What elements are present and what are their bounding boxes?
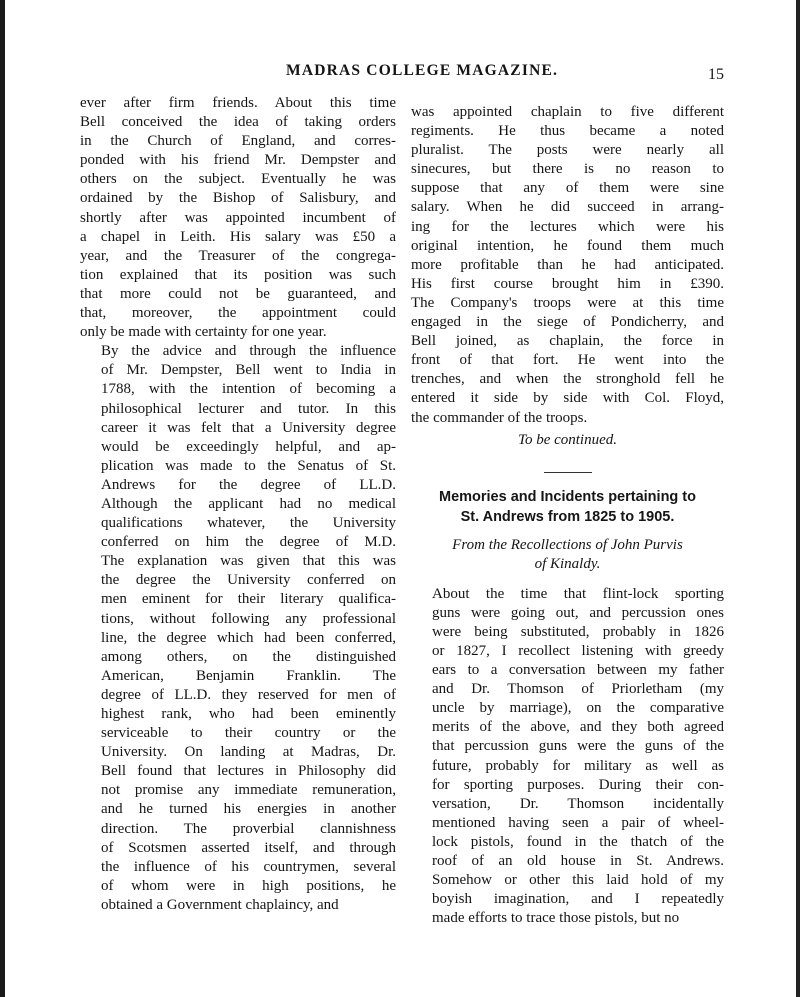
text-line: were being substituted, probably in 1826	[432, 623, 724, 640]
paragraph-bell-orders	[80, 94, 396, 342]
article-title-line-2: St. Andrews from 1825 to 1905.	[460, 508, 675, 525]
text-line: ears to a conversation between my father	[432, 662, 724, 679]
text-line: was appointed chaplain to five different	[411, 104, 724, 120]
text-line: original intention, he found them much	[411, 237, 724, 254]
text-line: The Company's troops were at this time	[411, 294, 724, 311]
text-line: tions, without following any professional	[101, 610, 396, 627]
paragraph-bell-india	[80, 342, 396, 915]
text-line: Bell conceived the idea of taking orders	[80, 114, 396, 131]
text-line: mentioned having seen a pair of wheel-	[432, 814, 724, 831]
text-line: philosophical lecturer and tutor. In this	[101, 400, 396, 417]
text-line: uncle by marriage), on the comparative	[432, 700, 724, 717]
text-line: lock pistols, found in the thatch of the	[432, 833, 724, 850]
text-line: Bell found that lectures in Philosophy did	[101, 763, 396, 780]
text-line: 1788, with the intention of becoming a	[101, 381, 396, 398]
text-line: His first course brought him in £390.	[411, 275, 724, 292]
article-byline-line-2: of Kinaldy.	[534, 555, 601, 572]
text-line: conferred on him the degree of M.D.	[101, 534, 396, 551]
text-line: entered it side by side with Col. Floyd,	[411, 390, 724, 407]
text-line: boyish imagination, and I repeatedly	[432, 891, 724, 908]
text-line: would be exceedingly helpful, and ap-	[101, 438, 396, 455]
text-line: salary. When he did succeed in arrang-	[411, 199, 724, 216]
text-line: tion explained that its position was such	[80, 266, 396, 283]
to-be-continued-note: To be continued.	[517, 431, 618, 448]
text-line: more profitable than he had anticipated.	[411, 256, 724, 273]
text-line: only be made with certainty for one year.	[80, 324, 327, 341]
text-line: qualifications whatever, the University	[101, 515, 396, 532]
text-line: trenches, and when the stronghold fell he	[411, 371, 724, 388]
text-line: others on the subject. Eventually he was	[80, 171, 396, 188]
text-line: not promise any immediate remuneration,	[101, 782, 396, 799]
text-line: year, and the Treasurer of the congrega-	[80, 247, 396, 264]
text-line: obtained a Government chaplaincy, and	[101, 896, 339, 913]
text-line: About the time that flint-lock sporting	[432, 585, 724, 602]
text-line: direction. The proverbial clannishness	[101, 820, 396, 837]
article-byline	[411, 536, 724, 574]
text-line: ordained by the Bishop of Salisbury, and	[80, 190, 396, 207]
article-title	[411, 487, 724, 527]
section-divider	[544, 472, 592, 473]
right-column	[411, 103, 724, 928]
text-line: guns were going out, and percussion ones	[432, 604, 724, 621]
article-byline-line-1: From the Recollections of John Purvis	[452, 536, 683, 553]
text-line: of whom were in high positions, he	[101, 877, 396, 894]
text-line: in the Church of England, and corres-	[80, 133, 396, 150]
text-line: sinecures, but there is no reason to	[411, 161, 724, 178]
text-line: ever after firm friends. About this time	[80, 95, 396, 111]
paragraph-chaplain-continuation	[411, 103, 724, 428]
text-line: highest rank, who had been eminently	[101, 706, 396, 722]
scan-border-left	[0, 0, 5, 997]
text-line: suppose that any of them were sine	[411, 180, 724, 197]
text-line: front of that fort. He went into the	[411, 352, 724, 369]
left-column	[80, 94, 396, 915]
running-title: MADRAS COLLEGE MAGAZINE.	[286, 62, 559, 79]
text-line: of Mr. Dempster, Bell went to India in	[101, 362, 396, 379]
text-line: regiments. He thus became a noted	[411, 123, 724, 140]
text-line: degree of LL.D. they reserved for men of	[101, 686, 396, 703]
text-line: that more could not be guaranteed, and	[80, 285, 396, 302]
text-line: made efforts to trace those pistols, but no	[432, 910, 680, 927]
text-line: plication was made to the Senatus of St.	[101, 457, 396, 474]
text-line: for sporting purposes. During their con-	[432, 776, 724, 793]
text-line: versation, Dr. Thomson incidentally	[432, 795, 724, 812]
text-line: a chapel in Leith. His salary was £50 a	[80, 228, 396, 245]
article-title-line-1: Memories and Incidents pertaining to	[438, 488, 696, 505]
text-line: merits of the above, and they both agreed	[432, 719, 724, 736]
text-line: line, the degree which had been conferred,	[101, 629, 396, 646]
text-line: The explanation was given that this was	[101, 553, 396, 570]
text-line: Somehow or other this laid hold of my	[432, 872, 724, 889]
text-line: of Scotsmen asserted itself, and through	[101, 839, 396, 856]
text-line: and Dr. Thomson of Priorletham (my	[432, 681, 724, 698]
paragraph-memories-body	[411, 585, 724, 929]
text-line: Although the applicant had no medical	[101, 495, 396, 512]
text-line: the degree the University conferred on	[101, 572, 396, 589]
text-line: Andrews for the degree of LL.D.	[101, 476, 396, 493]
text-line: that, moreover, the appointment could	[80, 305, 396, 322]
text-line: future, probably for military as well as	[432, 757, 724, 774]
scan-border-right	[796, 0, 800, 997]
text-line: or 1827, I recollect listening with greedy	[432, 642, 724, 659]
text-line: roof of an old house in St. Andrews.	[432, 853, 724, 869]
text-line: that percussion guns were the guns of the	[432, 738, 724, 755]
page-number: 15	[708, 66, 724, 83]
text-line: the commander of the troops.	[411, 409, 588, 426]
text-line: University. On landing at Madras, Dr.	[101, 744, 396, 761]
text-line: and he turned his energies in another	[101, 801, 396, 818]
text-line: ing for the lectures which were his	[411, 218, 724, 235]
text-line: serviceable to their country or the	[101, 725, 396, 742]
text-line: career it was felt that a University degree	[101, 419, 396, 436]
text-line: shortly after was appointed incumbent of	[80, 209, 396, 226]
text-line: among others, on the distinguished	[101, 648, 396, 665]
text-line: ponded with his friend Mr. Dempster and	[80, 152, 396, 169]
text-line: pluralist. The posts were nearly all	[411, 142, 724, 159]
text-line: men eminent for their literary qualifica-	[101, 591, 396, 608]
text-line: engaged in the siege of Pondicherry, and	[411, 314, 724, 331]
text-line: By the advice and through the influence	[101, 343, 396, 360]
text-line: Bell joined, as chaplain, the force in	[411, 333, 724, 350]
text-line: American, Benjamin Franklin. The	[101, 667, 396, 684]
text-line: the influence of his countrymen, several	[101, 858, 396, 875]
